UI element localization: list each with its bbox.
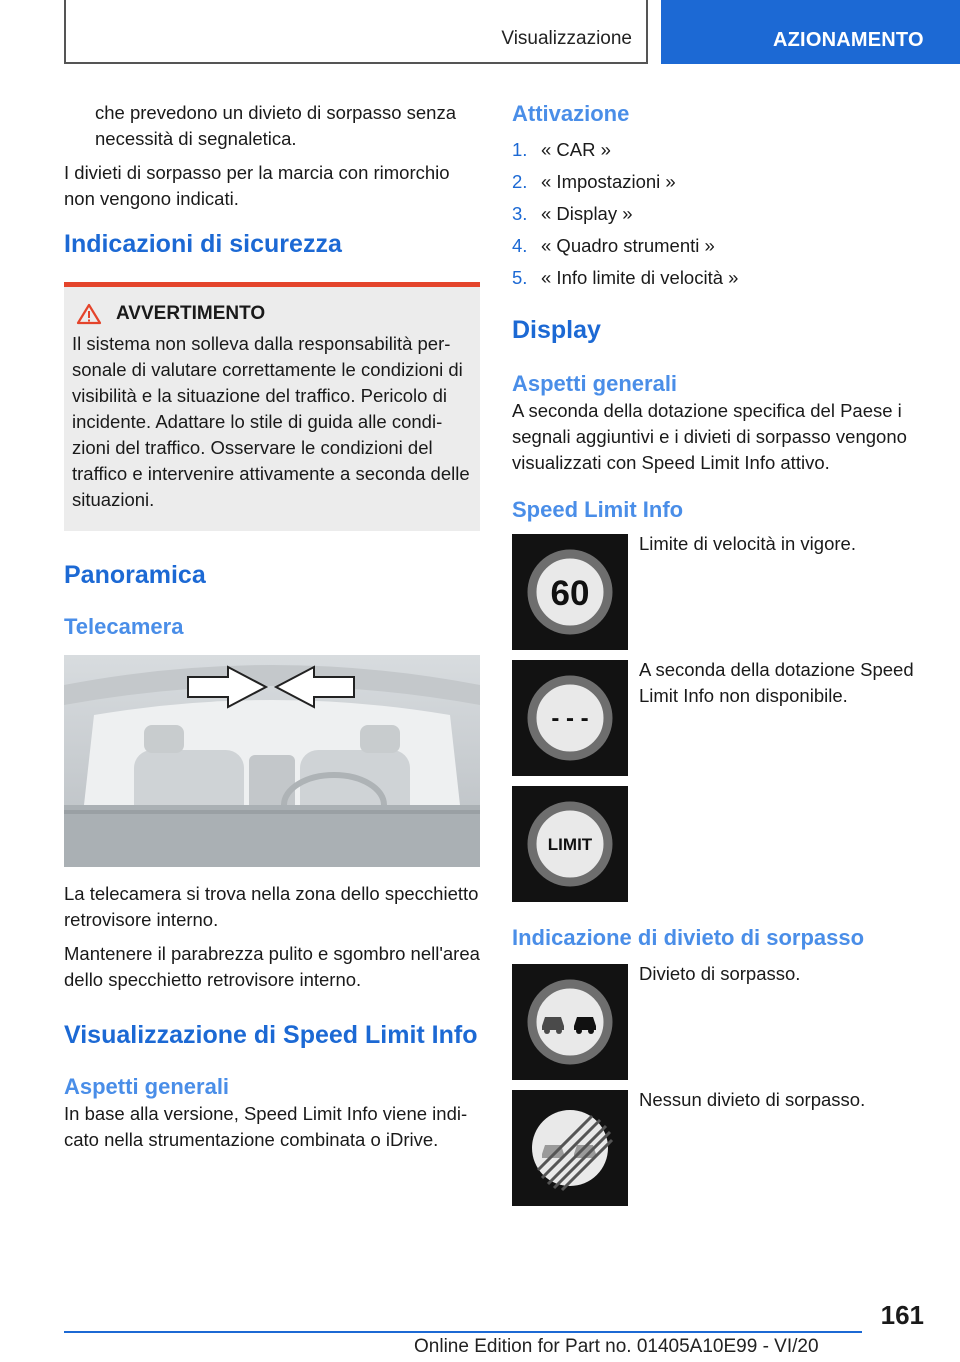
speed-limit-60-sign-icon — [512, 534, 628, 650]
left-general-paragraph: In base alla versione, Speed Limit Info viene indicato nella strumentazione combinata o iDrive. — [64, 1103, 468, 1150]
header-section-title: Visualizzazione — [501, 28, 632, 49]
end-no-overtaking-description: Nessun divieto di sorpasso. — [639, 1089, 866, 1110]
footer-divider — [64, 1331, 862, 1333]
end-no-overtaking-sign-icon — [512, 1090, 628, 1206]
step-text: « CAR » — [541, 139, 611, 160]
step-item — [512, 230, 928, 262]
speed-limit-unavailable-sign-icon — [512, 660, 628, 776]
header-section-box — [64, 0, 648, 64]
step-text: « Impostazioni » — [541, 171, 676, 192]
sign-row-speed-limit — [512, 534, 928, 650]
step-number: 3. — [512, 203, 528, 224]
footer-edition: Online Edition for Part no. 01405A10E99 - VI/20 — [414, 1336, 819, 1357]
step-text: « Display » — [541, 203, 633, 224]
step-number: 4. — [512, 235, 528, 256]
sign-60-description: Limite di velocità in vigore. — [639, 533, 856, 554]
limit-sign-icon — [512, 786, 628, 902]
warning-text: Il sistema non solleva dalla responsabilità personale di valutare correttamente le condizioni di visibilità e la situazione del traffico. Pericolo di incidente. Adattare lo stile di guida alle condizioni del traffico. Osservare le condizioni del traffico e intervenire attivamente a seconda delle situazioni. — [72, 333, 470, 510]
right-general-paragraph: A seconda della dotazione specifica del Paese i segnali aggiuntivi e i divieti di sorpasso vengono visualizzati con Speed Limit Info attivo. — [512, 400, 907, 473]
safety-heading: Indicazioni di sicurezza — [64, 230, 342, 258]
activation-steps — [512, 134, 928, 294]
step-item — [512, 198, 928, 230]
warning-title: AVVERTIMENTO — [116, 303, 266, 324]
sign-dashes-description: A seconda della dotazione Speed Limit Info non disponibile. — [639, 659, 914, 706]
activation-heading: Attivazione — [512, 101, 630, 126]
display-heading: Display — [512, 316, 601, 344]
no-overtaking-description: Divieto di sorpasso. — [639, 963, 801, 984]
car-interior-camera-image — [64, 655, 480, 867]
sign-60-value: 60 — [550, 574, 590, 613]
step-number: 2. — [512, 171, 528, 192]
trailer-paragraph: I divieti di sorpasso per la marcia con rimorchio non vengono indicati. — [64, 162, 450, 209]
warning-box — [64, 282, 480, 531]
speed-limit-info-heading: Speed Limit Info — [512, 497, 684, 522]
step-item — [512, 166, 928, 198]
left-column — [64, 100, 480, 1161]
step-number: 1. — [512, 139, 528, 160]
step-text: « Info limite di velocità » — [541, 267, 739, 288]
camera-heading: Telecamera — [64, 614, 184, 639]
overtake-heading: Indicazione di divieto di sorpasso — [512, 925, 865, 950]
camera-paragraph-1: La telecamera si trova nella zona dello specchietto retrovisore interno. — [64, 883, 479, 930]
right-general-heading: Aspetti generali — [512, 371, 678, 396]
overview-heading: Panoramica — [64, 561, 206, 589]
page-number: 161 — [880, 1300, 924, 1330]
speed-limit-info-display-heading: Visualizzazione di Speed Limit Info — [64, 1021, 478, 1049]
right-column — [512, 100, 928, 1216]
header-chapter-tab: AZIONAMENTO — [661, 0, 960, 64]
sign-row-no-overtaking — [512, 964, 928, 1080]
sign-row-limit — [512, 786, 928, 902]
sign-row-not-available — [512, 660, 928, 776]
step-item — [512, 262, 928, 294]
sign-row-end-no-overtaking — [512, 1090, 928, 1206]
warning-title-row — [72, 301, 472, 327]
step-item — [512, 134, 928, 166]
left-general-heading: Aspetti generali — [64, 1074, 230, 1099]
camera-paragraph-2: Mantenere il parabrezza pulito e sgombro nell'area dello specchietto retrovisore interno. — [64, 943, 480, 990]
step-text: « Quadro strumenti » — [541, 235, 715, 256]
warning-triangle-icon — [76, 303, 102, 325]
no-overtaking-sign-icon — [512, 964, 628, 1080]
sign-limit-value: LIMIT — [547, 835, 593, 854]
sign-dashes-value: - - - — [551, 705, 589, 732]
continued-paragraph: che prevedono un divieto di sorpasso senza necessità di segnaletica. — [95, 102, 456, 149]
step-number: 5. — [512, 267, 528, 288]
